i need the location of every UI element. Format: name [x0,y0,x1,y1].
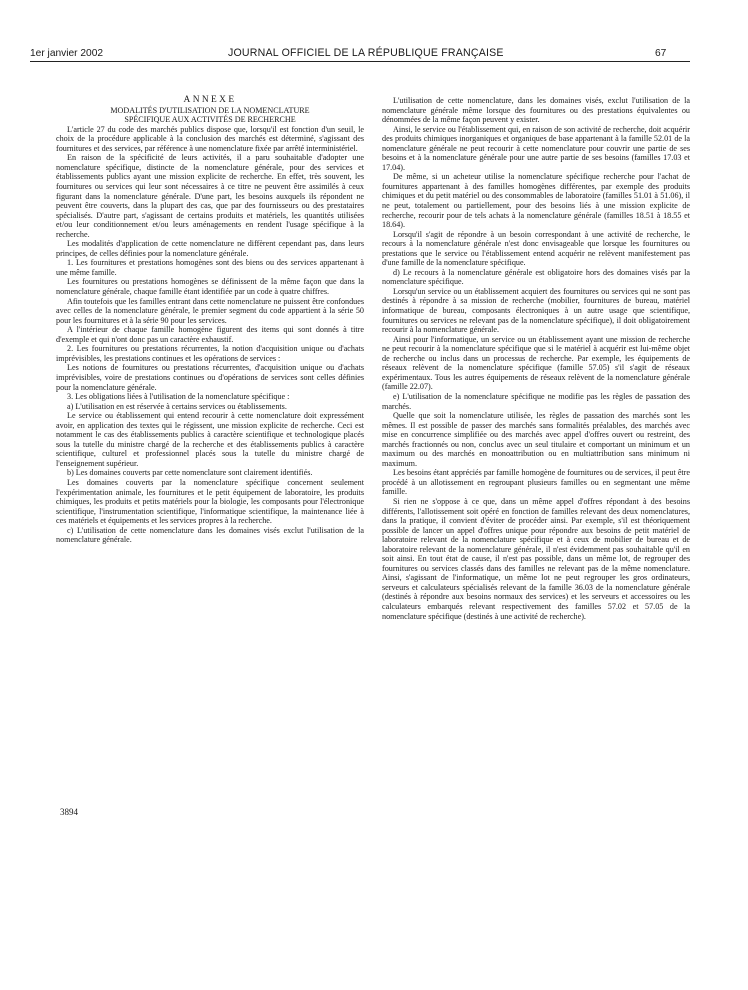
paragraph: Ainsi, le service ou l'établissement qui, en raison de son activité de recherche, doit acquérir des produits chimiques inorganiques et organiques de base appartenant à la famille 52.01 de la nomenclature générale ne peut recourir à cette nomenclature pour couvrir une partie de ses besoins et à la nomenclature générale pour une autre partie de ses besoins (familles 17.03 et 17.04). [382,124,690,172]
paragraph: Le service ou établissement qui entend recourir à cette nomenclature doit expressément avoir, en application des textes qui le régissent, une mission explicite de recherche. Ceci est notamment le cas des établissements publics à caractère scientifique et technologique placés sous la tutelle du ministre chargé de la recherche et des établissements publics à caractère scientifique, culturel et professionnel placés sous la tutelle du ministre chargé de l'enseignement supérieur. [56,411,364,468]
paragraph: 2. Les fournitures ou prestations récurrentes, la notion d'acquisition unique ou d'achats imprévisibles, les prestations continues et les opérations de services : [56,344,364,363]
paragraph: Les besoins étant appréciés par famille homogène de fournitures ou de services, il peut être procédé à un allotissement en regroupant plusieurs familles ou en segmentant une même famille. [382,468,690,497]
paragraph: Les modalités d'application de cette nomenclature ne diffèrent cependant pas, dans leurs principes, de celles définies pour la nomenclature générale. [56,239,364,258]
paragraph: 3. Les obligations liées à l'utilisation de la nomenclature spécifique : [67,392,290,402]
left-column [56,96,364,545]
page-folio: 3894 [60,807,78,817]
paragraph: Afin toutefois que les familles entrant dans cette nomenclature ne puissent être confondues avec celles de la nomenclature générale, le premier segment du code appartient à la série 50 pour les fournitures et à la série 90 pour les services. [56,296,364,325]
paragraph: Si rien ne s'oppose à ce que, dans un même appel d'offres répondant à des besoins différents, l'allotissement soit opéré en fonction de familles relevant des deux nomenclatures, dans la pratique, il convient d'éviter de procéder ainsi. Par exemple, s'il est théoriquement possible de lancer un appel d'offres unique pour répondre aux besoins de petit matériel de laboratoire relevant de la nomenclature spécifique et à ceux de mobilier de bureau et de laboratoire relevant de la nomenclature générale, il n'est évidemment pas souhaitable qu'il en soit ainsi. En tout état de cause, il n'est pas possible, dans un même lot, de regrouper des fournitures ou services classés dans des familles ne relevant pas de la même nomenclature. Ainsi, s'agissant de l'informatique, un même lot ne peut regrouper les gros ordinateurs, serveurs et calculateurs spécialisés relevant de la famille 36.03 de la nomenclature générale (destinés à répondre aux besoins normaux des services) et les serveurs et accessoires ou les calculateurs embarqués relevant respectivement des familles 57.02 et 57.05 de la nomenclature spécifique (destinés à une activité de recherche). [382,496,690,621]
paragraph: Les notions de fournitures ou prestations récurrentes, d'acquisition unique ou d'achats imprévisibles, voire de prestations continues ou d'opérations de services sont celles définies pour la nomenclature générale. [56,363,364,392]
paragraph: Lorsqu'un service ou un établissement acquiert des fournitures ou services qui ne sont pas destinés à répondre à sa mission de recherche (mobilier, fournitures de bureau, matériel informatique de bureau, composants électroniques à un autre usage que scientifique, fournitures ou services ne relevant pas de la nomenclature spécifique), il doit obligatoirement recourir à la nomenclature générale. [382,286,690,335]
paragraph: De même, si un acheteur utilise la nomenclature spécifique recherche pour l'achat de fournitures appartenant à des familles homogènes différentes, par exemple des produits chimiques et du petit matériel ou des consommables de laboratoire (familles 51.01 à 51.06), il ne peut, totalement ou partiellement, pour des besoins liés à une mission explicite de recherche, recourir pour de tels achats à la nomenclature générale (familles 18.51 à 18.55 et 18.64). [382,172,690,230]
paragraph-item-e: e) L'utilisation de la nomenclature spécifique ne modifie pas les règles de passation des marchés. [382,391,690,411]
paragraph-item-d: d) Le recours à la nomenclature générale est obligatoire hors des domaines visés par la nomenclature spécifique. [382,267,690,287]
paragraph: Les fournitures ou prestations homogènes se définissent de la même façon que dans la nomenclature générale, chaque famille étant identifiée par un code à quatre chiffres. [56,277,364,297]
paragraph: Quelle que soit la nomenclature utilisée, les règles de passation des marchés sont les mêmes. Il est possible de passer des marchés sans formalités préalables, des marchés avec mise en concurrence simplifiée ou des marchés avec appel d'offres ouvert ou restreint, des marchés fractionnés ou non, conclus avec un seul titulaire et comportant un minimum et un maximum ou des marchés en monoattribution ou en multiattribution sans minimum ni maximum. [382,411,690,468]
paragraph-item-a: a) L'utilisation en est réservée à certains services ou établissements. [67,401,287,411]
paragraph: En raison de la spécificité de leurs activités, il a paru souhaitable d'adopter une nomenclature spécifique, distincte de la nomenclature générale, pour des services et établissements publics ayant une mission explicite de recherche. En effet, très souvent, les fournitures ou services qui leur sont nécessaires à ce titre ne peuvent être assimilés à ceux figurant dans la nomenclature générale. D'une part, les besoins auxquels ils répondent ne peuvent être couverts, dans la plupart des cas, que par des fournisseurs ou des prestataires spécialisés. D'autre part, s'agissant de certains produits et matériels, les quantités utilisées et/ou leur conditionnement et/ou leurs aménagements en rendent l'usage spécifique à la recherche. [56,153,364,239]
paragraph: L'utilisation de cette nomenclature, dans les domaines visés, exclut l'utilisation de la nomenclature générale même lorsque des fournitures ou des prestations équivalentes ou dénommées de la même façon peuvent y exister. [382,96,690,125]
paragraph: Les domaines couverts par la nomenclature spécifique concernent seulement l'expérimentation animale, les fournitures et le petit équipement de laboratoire, les produits chimiques, les produits et petits matériels pour la biologie, les composants pour l'électronique scientifique, l'instrumentation scientifique, l'informatique scientifique, la maintenance liée à ces matériels et équipements et les services propres à la recherche. [56,477,364,526]
journal-title: JOURNAL OFFICIEL DE LA RÉPUBLIQUE FRANÇAISE [228,47,504,59]
paragraph: Ainsi pour l'informatique, un service ou un établissement ayant une mission de recherche ne peut recourir à la nomenclature spécifique que si le matériel à acquérir est lui-même objet de recherche ou inclus dans un processus de recherche. Par exemple, les équipements de réseaux relèvent de la nomenclature spécifique (famille 57.05) s'il s'agit de réseaux expérimentaux. Tous les autres équipements de réseaux relèvent de la nomenclature générale (famille 22.07). [382,334,690,392]
right-column [382,96,690,621]
annexe-subtitle [56,106,364,125]
annexe-subtitle-line2: SPÉCIFIQUE AUX ACTIVITÉS DE RECHERCHE [124,115,296,125]
page-number: 67 [655,48,667,59]
annexe-heading: ANNEXE [183,95,237,105]
annexe-subtitle-line1: MODALITÉS D'UTILISATION DE LA NOMENCLATURE [110,105,310,115]
header-date: 1er janvier 2002 [30,48,104,59]
paragraph-item-b: b) Les domaines couverts par cette nomenclature sont clairement identifiés. [67,468,313,478]
paragraph: Lorsqu'il s'agit de répondre à un besoin correspondant à une activité de recherche, le recours à la nomenclature générale n'est donc envisageable que lorsque les fournitures ou prestations que le service ou l'établissement entend acquérir ne relèvent manifestement pas d'une famille de la nomenclature spécifique. [382,229,690,268]
paragraph: 1. Les fournitures et prestations homogènes sont des biens ou des services appartenant à une même famille. [56,258,364,277]
paragraph: L'article 27 du code des marchés publics dispose que, lorsqu'il est fonction d'un seuil, le choix de la procédure applicable à la conclusion des marchés est déterminé, s'agissant des fournitures et des services, par référence à une nomenclature fixée par arrêté interministériel. [56,124,364,153]
paragraph-item-c: c) L'utilisation de cette nomenclature dans les domaines visés exclut l'utilisation de la nomenclature générale. [56,525,364,545]
paragraph: A l'intérieur de chaque famille homogène figurent des items qui sont donnés à titre d'exemple et qui n'ont donc pas un caractère exhaustif. [56,325,364,344]
header-rule [30,61,690,62]
